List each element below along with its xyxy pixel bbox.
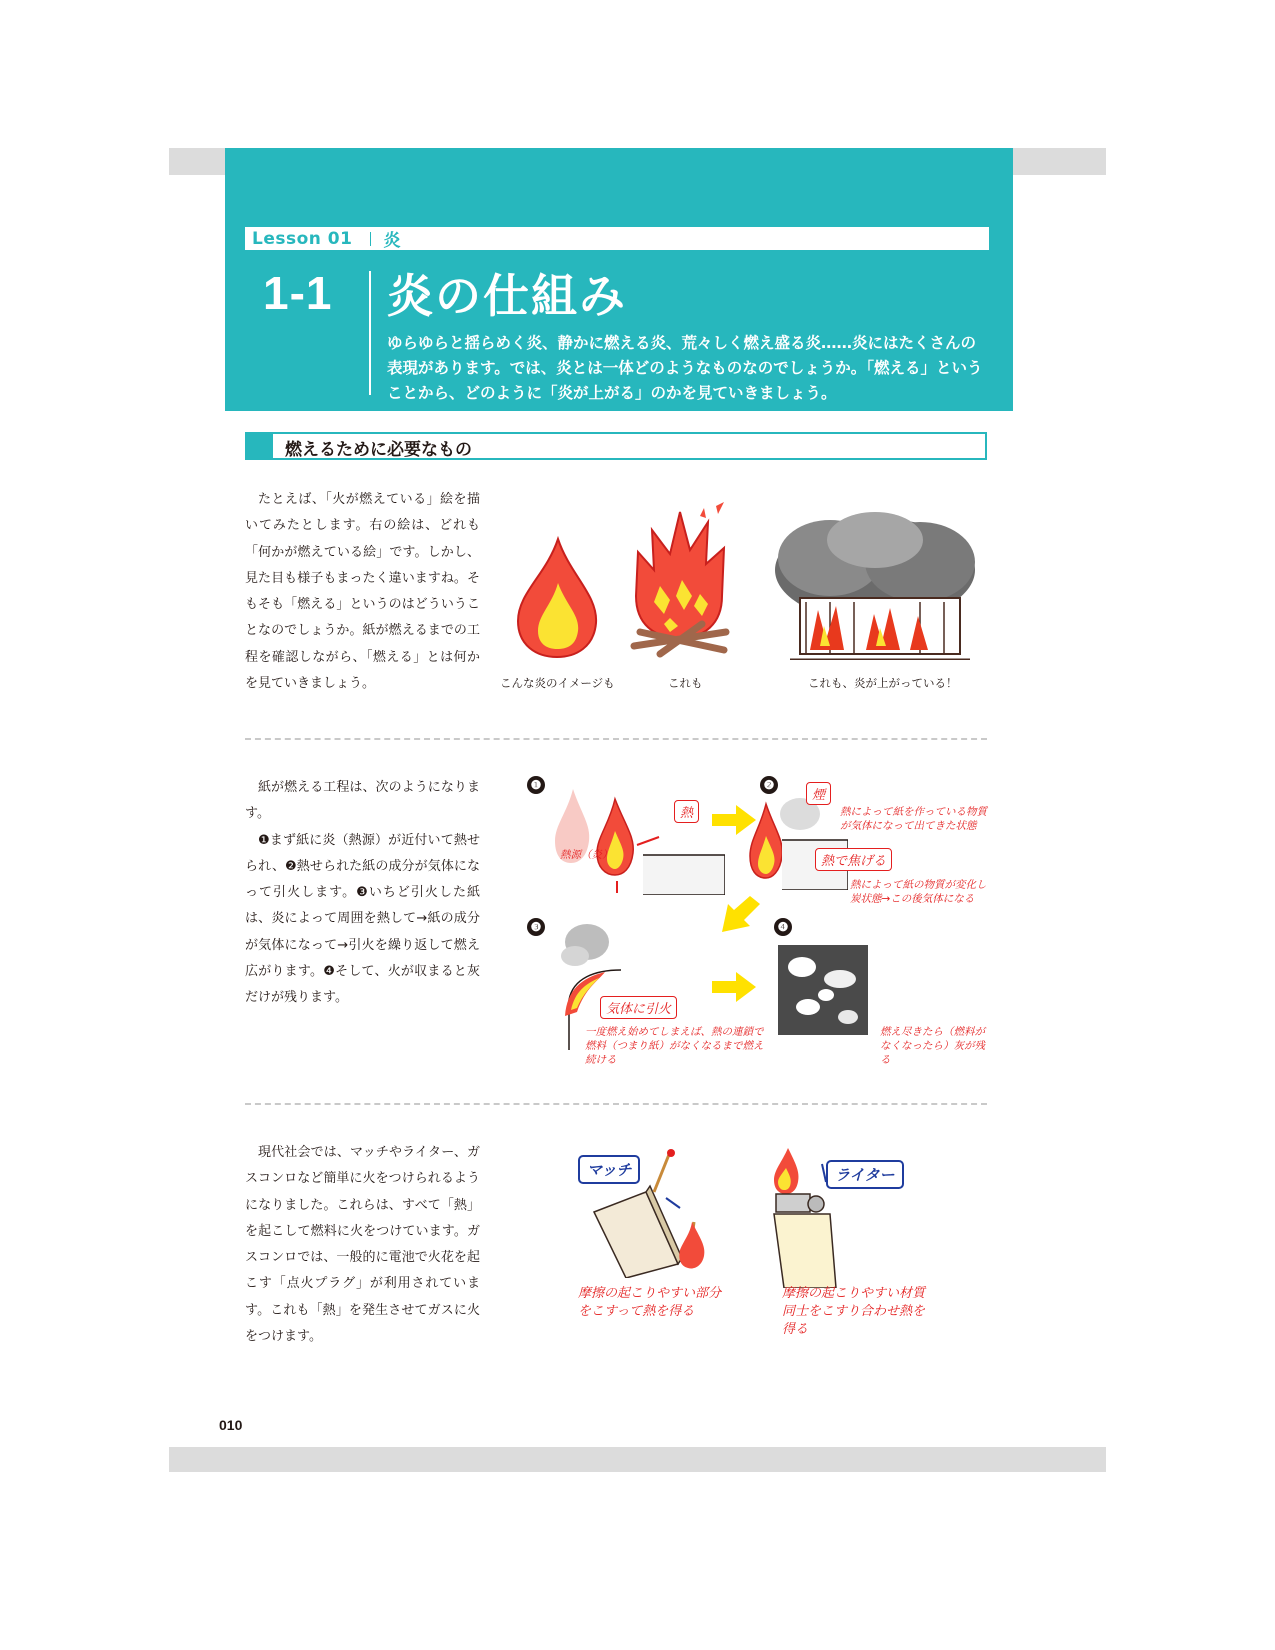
block2-paragraph-1: 紙が燃える工程は、次のようになります。 xyxy=(245,780,480,822)
char-label: 熱で焦げる xyxy=(815,848,892,871)
step-badge-2: ❷ xyxy=(760,776,778,794)
bottom-page-band xyxy=(169,1447,1106,1472)
step4-ash-illustration xyxy=(778,945,868,1035)
block2-text xyxy=(245,775,480,1012)
arrow-step3-to-4 xyxy=(712,972,756,1002)
campfire-illustration xyxy=(620,500,740,660)
step-badge-3: ❸ xyxy=(527,918,545,936)
page-number: 010 xyxy=(219,1417,243,1433)
step1-illustration xyxy=(555,785,725,895)
lesson-label: Lesson 01 xyxy=(252,228,353,249)
heat-label: 熱 xyxy=(674,800,699,823)
match-label: マッチ xyxy=(578,1155,640,1184)
lighter-illustration xyxy=(770,1138,870,1288)
header-panel xyxy=(225,148,1013,411)
block3-text xyxy=(245,1140,480,1350)
char-note: 熱によって紙の物質が変化し炭状態→この後気体になる xyxy=(850,879,987,905)
caption-house: これも、炎が上がっている！ xyxy=(808,676,958,690)
block1-paragraph: たとえば、「火が燃えている」絵を描いてみたとします。右の絵は、どれも「何かが燃えている絵」です。しかし、見た目も様子もまったく違いますね。そもそも「燃える」というのはどういうことなのでしょうか。紙が燃えるまでの工程を確認しながら、「燃える」とは何かを見ていきましょう。 xyxy=(245,492,480,692)
page-title: 炎の仕組み xyxy=(387,269,627,323)
arrow-step2-to-3 xyxy=(714,896,760,936)
section-divider-2 xyxy=(245,1103,987,1105)
section-number: 1-1 xyxy=(263,267,333,319)
smoke-label: 煙 xyxy=(806,782,831,805)
lighter-label: ライター xyxy=(826,1160,904,1189)
lighter-note: 摩擦の起こりやすい材質同士をこすり合わせ熱を得る xyxy=(782,1286,926,1337)
title-rule xyxy=(369,271,371,395)
ash-note: 燃え尽きたら（燃料がなくなったら）灰が残る xyxy=(880,1026,985,1066)
lesson-bar xyxy=(245,227,989,250)
caption-candle: こんな炎のイメージも xyxy=(500,676,615,690)
subsection-tab xyxy=(247,434,273,458)
subsection-heading xyxy=(245,432,987,460)
burning-house-illustration xyxy=(770,510,980,660)
caption-campfire: これも xyxy=(668,676,703,690)
lead-text: ゆらゆらと揺らめく炎、静かに燃える炎、荒々しく燃え盛る炎……炎にはたくさんの表現があります。では、炎とは一体どのようなものなのでしょうか。「燃える」ということから、どのように「炎が上がる」のかを見ていきましょう。 xyxy=(387,334,983,402)
step2-illustration xyxy=(748,790,848,890)
match-illustration xyxy=(588,1148,718,1278)
gas-label: 気体に引火 xyxy=(600,996,677,1019)
gas-note: 一度燃え始めてしまえば、熱の連鎖で燃料（つまり紙）がなくなるまで燃え続ける xyxy=(585,1026,764,1066)
lesson-topic: 炎 xyxy=(383,231,401,251)
match-note: 摩擦の起こりやすい部分をこすって熱を得る xyxy=(578,1286,722,1319)
block3-paragraph: 現代社会では、マッチやライター、ガスコンロなど簡単に火をつけられるようになりました。これらは、すべて「熱」を起こして燃料に火をつけています。ガスコンロでは、一般的に電池で火花を起こす「点火プラグ」が利用されています。これも「熱」を発生させてガスに火をつけます。 xyxy=(245,1145,480,1345)
candle-flame-illustration xyxy=(510,535,605,660)
subsection-title: 燃えるために必要なもの xyxy=(285,440,472,460)
heat-source-note: 熱源（炎） xyxy=(560,849,613,861)
block2-paragraph-2: ❶まず紙に炎（熱源）が近付いて熱せられ、❷熱せられた紙の成分が気体になって引火します。❸いちど引火した紙は、炎によって周囲を熱して→紙の成分が気体になって→引火を繰り返して燃え広がります。❹そして、火が収まると灰だけが残ります。 xyxy=(245,832,480,1006)
step-badge-4: ❹ xyxy=(774,918,792,936)
block1-text xyxy=(245,487,480,697)
step-badge-1: ❶ xyxy=(527,776,545,794)
lesson-separator xyxy=(370,232,371,246)
section-divider-1 xyxy=(245,738,987,740)
smoke-note: 熱によって紙を作っている物質が気体になって出てきた状態 xyxy=(840,806,987,832)
